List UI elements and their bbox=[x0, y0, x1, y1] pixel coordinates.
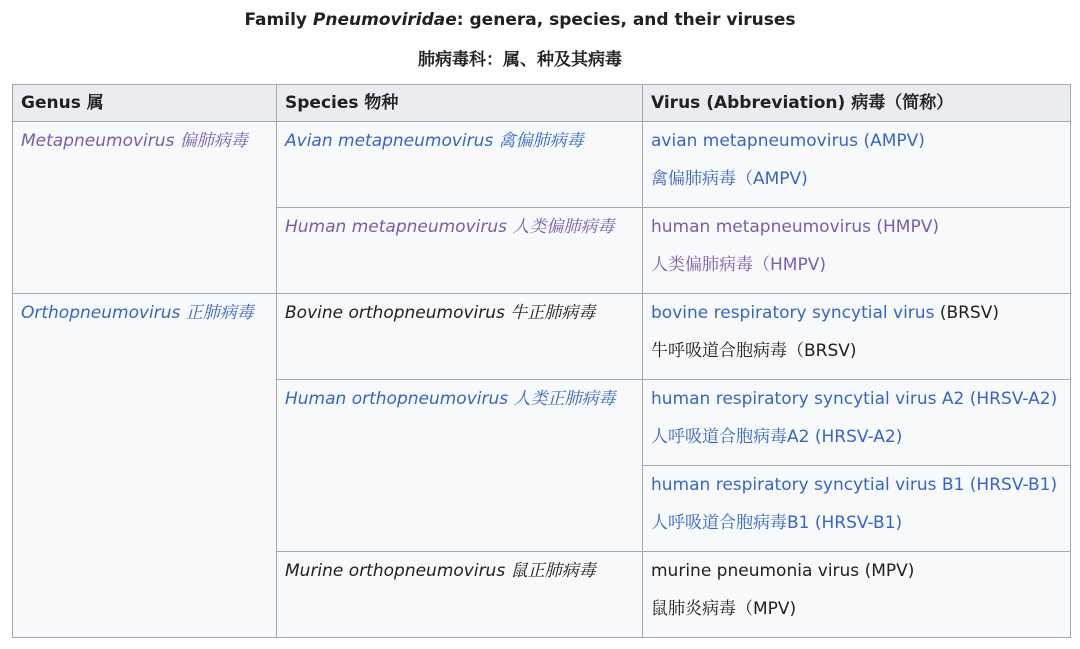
virus-cell bbox=[643, 208, 1071, 294]
virus-link-hrsv-b1[interactable]: human respiratory syncytial virus B1 (HRSV-B1) bbox=[651, 475, 1058, 495]
virus-zh-hrsv-b1[interactable]: 人呼吸道合胞病毒B1 (HRSV-B1) bbox=[651, 513, 903, 533]
species-link-avian-metapneumovirus[interactable]: Avian metapneumovirus 禽偏肺病毒 bbox=[285, 131, 584, 151]
virus-zh-ampv[interactable]: 禽偏肺病毒（AMPV) bbox=[651, 169, 808, 189]
header-species: Species 物种 bbox=[277, 85, 643, 122]
species-cell bbox=[277, 122, 643, 208]
table-row bbox=[13, 294, 1071, 380]
genus-link-orthopneumovirus[interactable]: Orthopneumovirus 正肺病毒 bbox=[21, 303, 254, 323]
species-murine-orthopneumovirus: Murine orthopneumovirus 鼠正肺病毒 bbox=[285, 561, 596, 581]
caption-prefix: Family bbox=[244, 10, 313, 30]
virus-cell bbox=[643, 466, 1071, 552]
species-cell bbox=[277, 380, 643, 552]
header-genus: Genus 属 bbox=[13, 85, 277, 122]
table-row bbox=[13, 122, 1071, 208]
header-virus: Virus (Abbreviation) 病毒（简称） bbox=[643, 85, 1071, 122]
species-link-human-orthopneumovirus[interactable]: Human orthopneumovirus 人类正肺病毒 bbox=[285, 389, 616, 409]
table-header-row bbox=[13, 85, 1071, 122]
virus-abbrev-brsv: (BRSV) bbox=[934, 303, 999, 323]
species-cell bbox=[277, 552, 643, 638]
genus-cell bbox=[13, 122, 277, 294]
virus-link-ampv[interactable]: avian metapneumovirus (AMPV) bbox=[651, 131, 925, 151]
taxonomy-table bbox=[12, 84, 1071, 638]
virus-cell bbox=[643, 552, 1071, 638]
species-cell bbox=[277, 294, 643, 380]
species-bovine-orthopneumovirus: Bovine orthopneumovirus 牛正肺病毒 bbox=[285, 303, 596, 323]
caption-family-name: Pneumoviridae bbox=[312, 10, 457, 30]
species-cell bbox=[277, 208, 643, 294]
caption-suffix: : genera, species, and their viruses bbox=[456, 10, 796, 30]
virus-cell bbox=[643, 380, 1071, 466]
virus-link-hmpv[interactable]: human metapneumovirus (HMPV) bbox=[651, 217, 939, 237]
virus-link-hrsv-a2[interactable]: human respiratory syncytial virus A2 (HRSV-A2) bbox=[651, 389, 1058, 409]
species-link-human-metapneumovirus[interactable]: Human metapneumovirus 人类偏肺病毒 bbox=[285, 217, 615, 237]
virus-zh-hrsv-a2[interactable]: 人呼吸道合胞病毒A2 (HRSV-A2) bbox=[651, 427, 903, 447]
virus-zh-mpv: 鼠肺炎病毒（MPV) bbox=[651, 599, 797, 619]
virus-zh-hmpv[interactable]: 人类偏肺病毒（HMPV) bbox=[651, 255, 826, 275]
genus-link-metapneumovirus[interactable]: Metapneumovirus 偏肺病毒 bbox=[21, 131, 248, 151]
table-caption-title bbox=[0, 8, 1040, 32]
virus-cell bbox=[643, 122, 1071, 208]
virus-link-brsv[interactable]: bovine respiratory syncytial virus bbox=[651, 303, 935, 323]
virus-zh-brsv: 牛呼吸道合胞病毒（BRSV) bbox=[651, 341, 857, 361]
virus-mpv: murine pneumonia virus (MPV) bbox=[651, 561, 915, 581]
virus-cell bbox=[643, 294, 1071, 380]
table-caption-chinese: 肺病毒科：属、种及其病毒 bbox=[418, 50, 622, 70]
genus-cell bbox=[13, 294, 277, 638]
